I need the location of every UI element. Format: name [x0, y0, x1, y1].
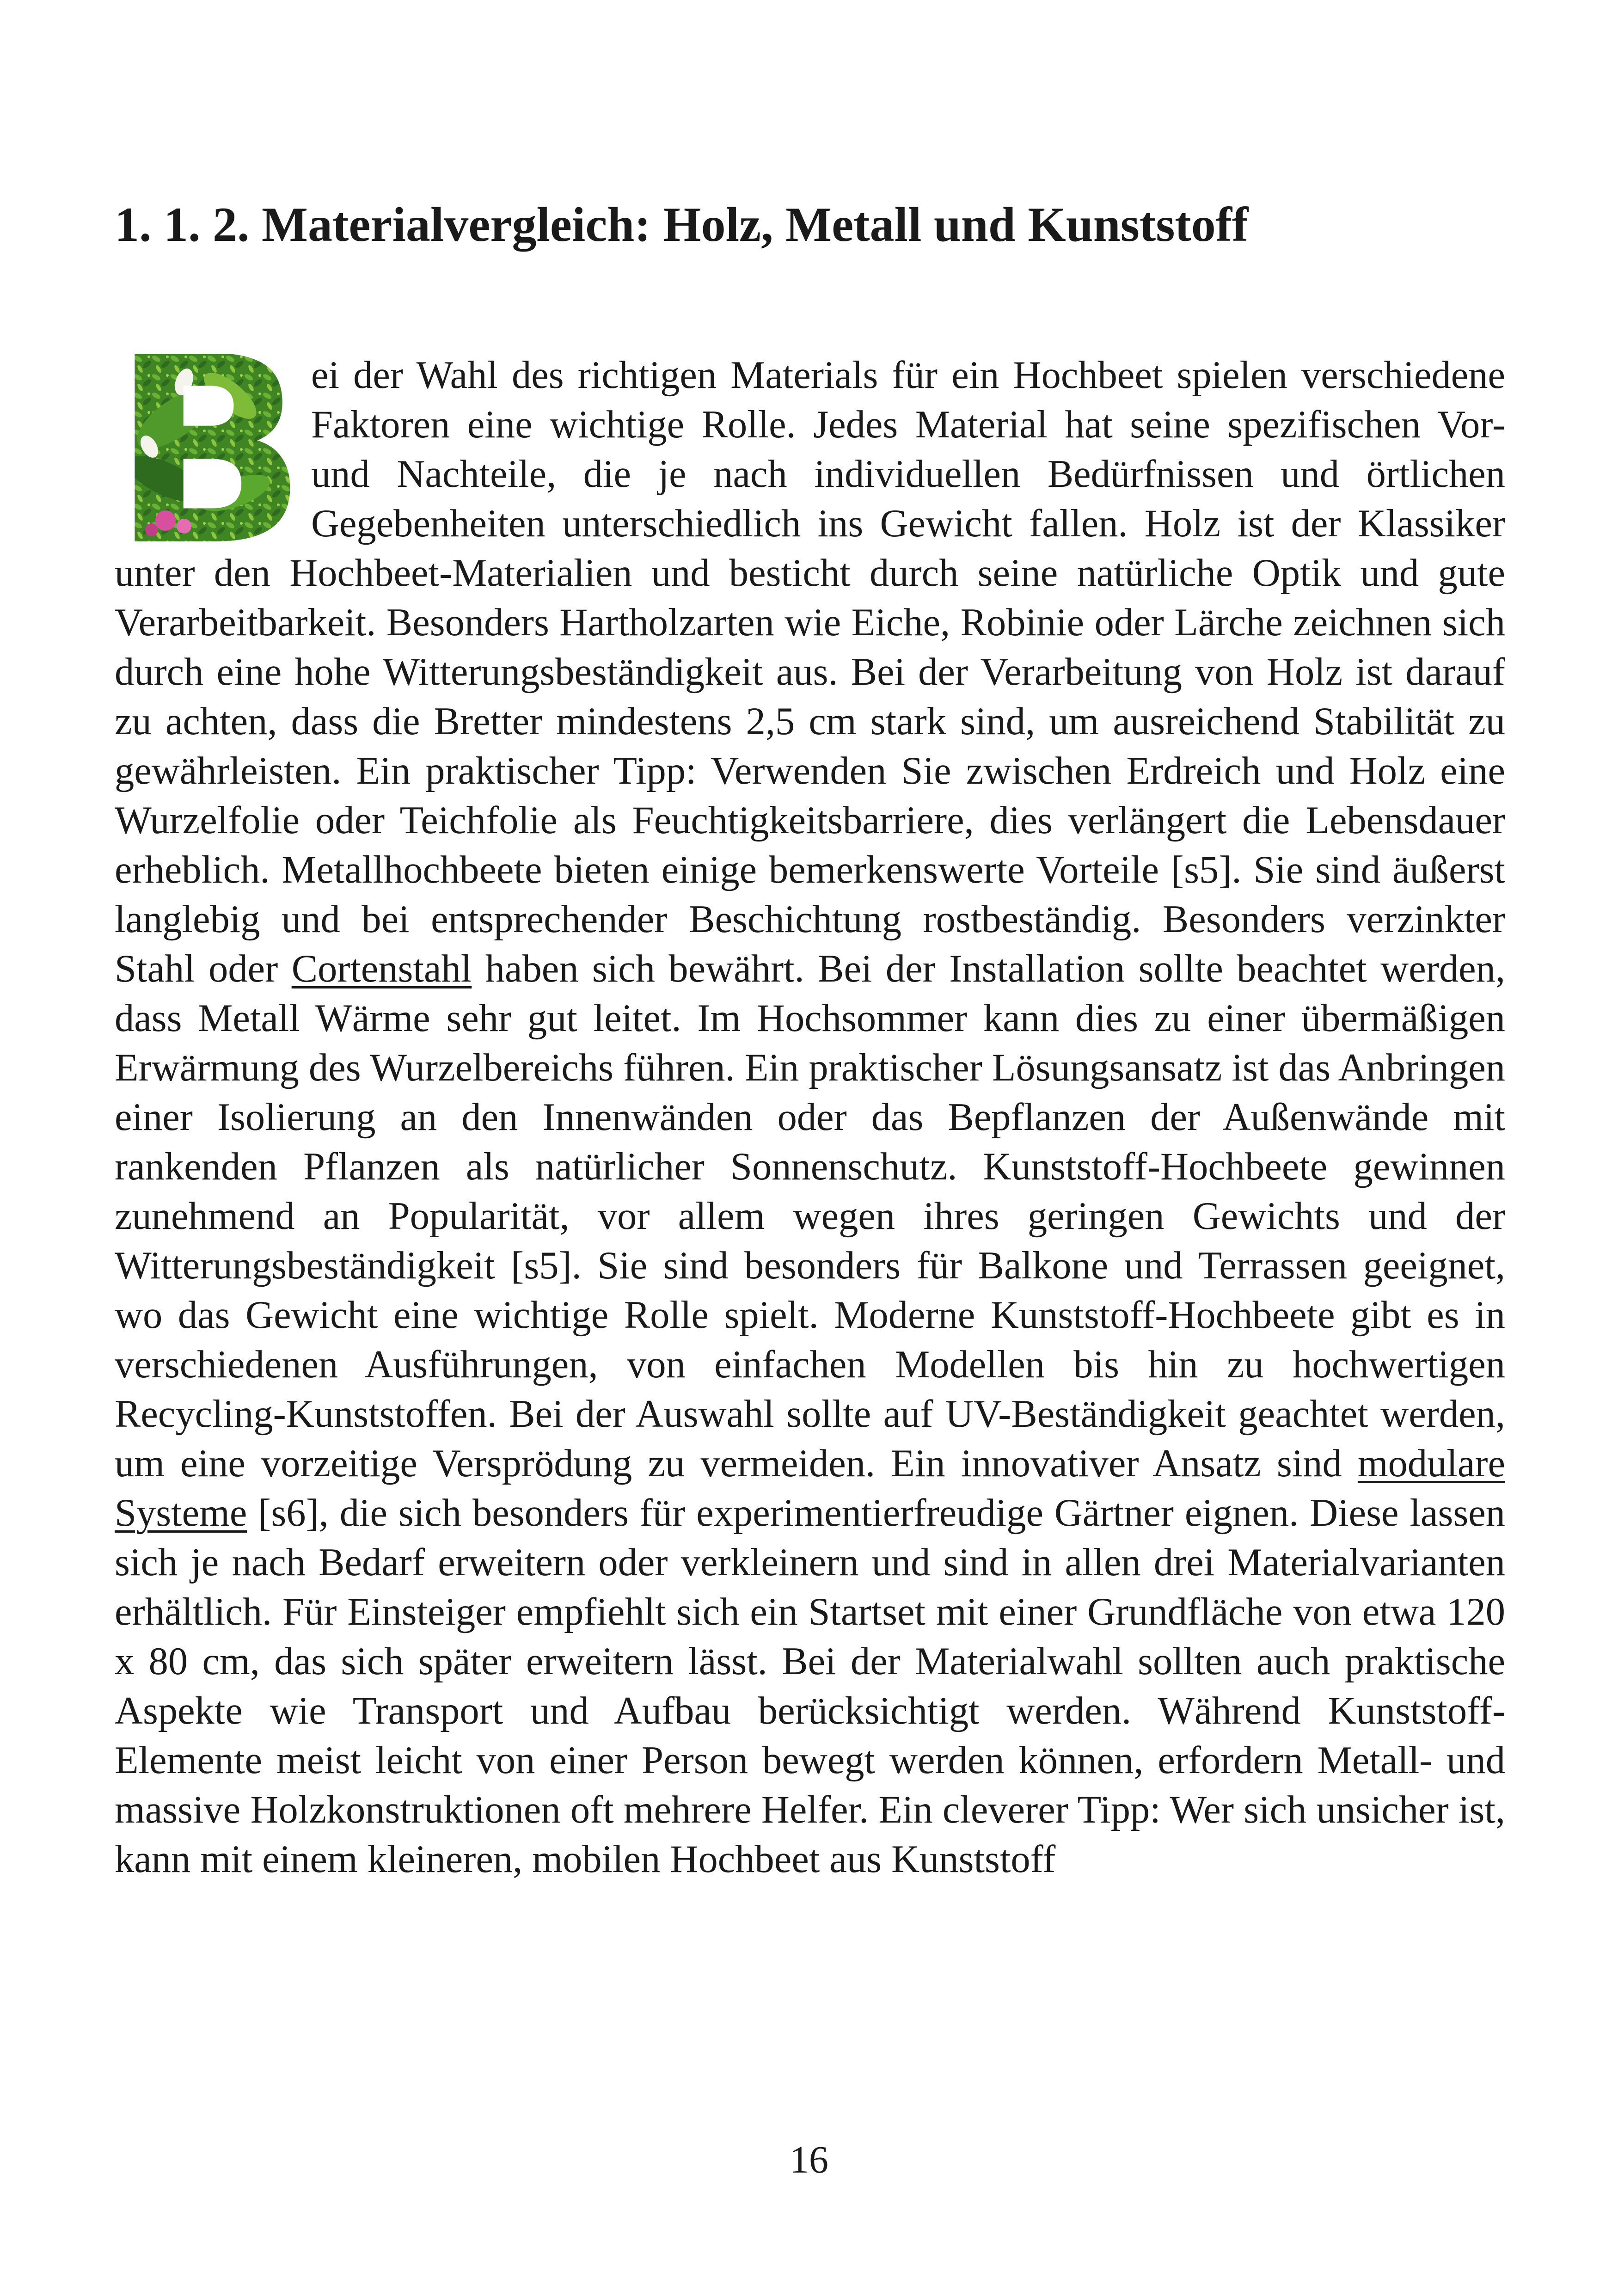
body-text-segment: haben sich bewährt. Bei der Installation sollte beachtet werden, dass Metall Wärme sehr gut leitet. Im Hochsommer kann dies zu einer übermäßigen Erwärmung des Wurzelbereichs führen. Ein praktischer Lösungsansatz ist das Anbringen einer Isolierung an den Innenwänden oder das Bepflanzen der Außenwände mit rankenden Pflanzen als natürlicher Sonnenschutz. Kunststoff-Hochbeete gewinnen zunehmend an Popularität, vor allem wegen ihres geringen Gewichts und der Witterungsbeständigkeit [s5]. Sie sind besonders für Balkone und Terrassen geeignet, wo das Gewicht eine wichtige Rolle spielt. Moderne Kunststoff-Hochbeete gibt es in verschiedenen Ausführungen, von einfachen Modellen bis hin zu hochwertigen Recycling-Kunststoffen. Bei der Auswahl sollte auf UV-Beständigkeit geachtet werden, um eine vorzeitige Versprödung zu vermeiden. Ein innovativer Ansatz sind	[115, 947, 1506, 1485]
modulare-systeme-link[interactable]: modulare Systeme	[115, 1442, 1505, 1535]
body-paragraph	[115, 350, 1505, 1884]
section-heading: 1. 1. 2. Materialvergleich: Holz, Metall und Kunststoff	[115, 197, 1249, 252]
body-text-segment: ei der Wahl des richtigen Materials für ein Hochbeet spielen verschiedene Faktoren eine wichtige Rolle. Jedes Material hat seine spezifischen Vor- und Nachteile, die je nach individuellen Bedürfnissen und örtlichen Gegebenheiten unterschiedlich ins Gewicht fallen. Holz ist der Klassiker unter den Hochbeet-Materialien und besticht durch seine natürliche Optik und gute Verarbeitbarkeit. Besonders Hartholzarten wie Eiche, Robinie oder Lärche zeichnen sich durch eine hohe Witterungsbeständigkeit aus. Bei der Verarbeitung von Holz ist darauf zu achten, dass die Bretter mindestens 2,5 cm stark sind, um ausreichend Stabilität zu gewährleisten. Ein praktischer Tipp: Verwenden Sie zwischen Erdreich und Holz eine Wurzelfolie oder Teichfolie als Feuchtigkeitsbarriere, dies verlängert die Lebensdauer erheblich. Metallhochbeete bieten einige bemerkenswerte Vorteile [s5]. Sie sind äußerst langlebig und bei entsprechender Beschichtung rostbeständig. Besonders verzinkter Stahl oder	[115, 354, 1505, 990]
cortenstahl-link[interactable]: Cortenstahl	[291, 947, 472, 990]
leafy-letter-b-icon	[115, 354, 297, 546]
page-number: 16	[790, 2138, 828, 2181]
dropcap-letter	[115, 354, 297, 546]
body-text-segment: [s6], die sich besonders für experimentierfreudige Gärtner eignen. Diese lassen sich je nach Bedarf erweitern oder verkleinern und sind in allen drei Materialvarianten erhältlich. Für Einsteiger empfiehlt sich ein Startset mit einer Grundfläche von etwa 120 x 80 cm, das sich später erweitern lässt. Bei der Materialwahl sollten auch praktische Aspekte wie Transport und Aufbau berücksichtigt werden. Während Kunststoff-Elemente meist leicht von einer Person bewegt werden können, erfordern Metall- und massive Holzkonstruktionen oft mehrere Helfer. Ein cleverer Tipp: Wer sich unsicher ist, kann mit einem kleineren, mobilen Hochbeet aus Kunststoff	[115, 1492, 1505, 1881]
